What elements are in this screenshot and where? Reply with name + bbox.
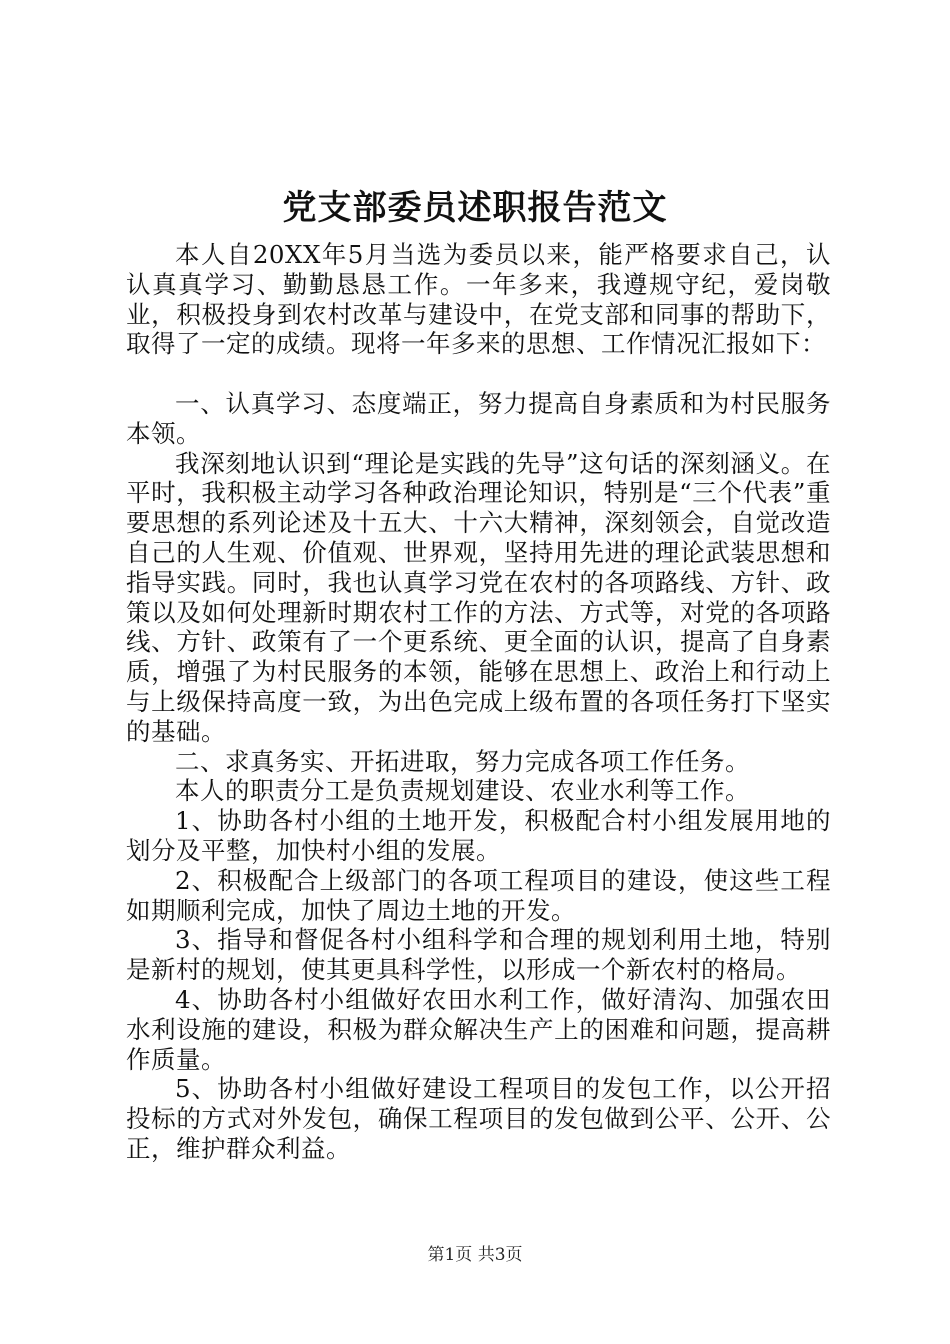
document-title: 党支部委员述职报告范文 bbox=[282, 188, 668, 228]
document-body bbox=[126, 240, 831, 1164]
body-paragraph: 我深刻地认识到“理论是实践的先导”这句话的深刻涵义。在平时，我积极主动学习各种政治理论知识，特别是“三个代表”重要思想的系列论述及十五大、十六大精神，深刻领会，自觉改造自己的人生观、价值观、世界观，坚持用先进的理论武装思想和指导实践。同时，我也认真学习党在农村的各项路线、方针、政策以及如何处理新时期农村工作的方法、方式等，对党的各项路线、方针、政策有了一个更系统、更全面的认识，提高了自身素质，增强了为村民服务的本领，能够在思想上、政治上和行动上与上级保持高度一致，为出色完成上级布置的各项任务打下坚实的基础。 bbox=[126, 448, 831, 746]
list-item: 5、协助各村小组做好建设工程项目的发包工作，以公开招投标的方式对外发包，确保工程项目的发包做到公平、公开、公正，维护群众利益。 bbox=[126, 1074, 831, 1163]
list-item: 1、协助各村小组的土地开发，积极配合村小组发展用地的划分及平整，加快村小组的发展。 bbox=[126, 806, 831, 865]
section-heading-2: 二、求真务实、开拓进取，努力完成各项工作任务。 bbox=[175, 746, 750, 776]
section-heading-1: 一、认真学习、态度端正，努力提高自身素质和为村民服务本领。 bbox=[126, 388, 831, 448]
page-number-footer: 第1页 共3页 bbox=[427, 1245, 523, 1265]
intro-paragraph: 本人自20XX年5月当选为委员以来，能严格要求自己，认认真真学习、勤勤恳恳工作。一年多来，我遵规守纪，爱岗敬业，积极投身到农村改革与建设中，在党支部和同事的帮助下，取得了一定的成绩。现将一年多来的思想、工作情况汇报如下： bbox=[126, 240, 831, 359]
body-paragraph: 本人的职责分工是负责规划建设、农业水利等工作。 bbox=[175, 776, 750, 806]
list-item: 4、协助各村小组做好农田水利工作，做好清沟、加强农田水利设施的建设，积极为群众解决生产上的困难和问题，提高耕作质量。 bbox=[126, 984, 831, 1074]
list-item: 3、指导和督促各村小组科学和合理的规划利用土地，特别是新村的规划，使其更具科学性，以形成一个新农村的格局。 bbox=[126, 925, 831, 985]
list-item: 2、积极配合上级部门的各项工程项目的建设，使这些工程如期顺利完成，加快了周边土地的开发。 bbox=[126, 865, 831, 925]
